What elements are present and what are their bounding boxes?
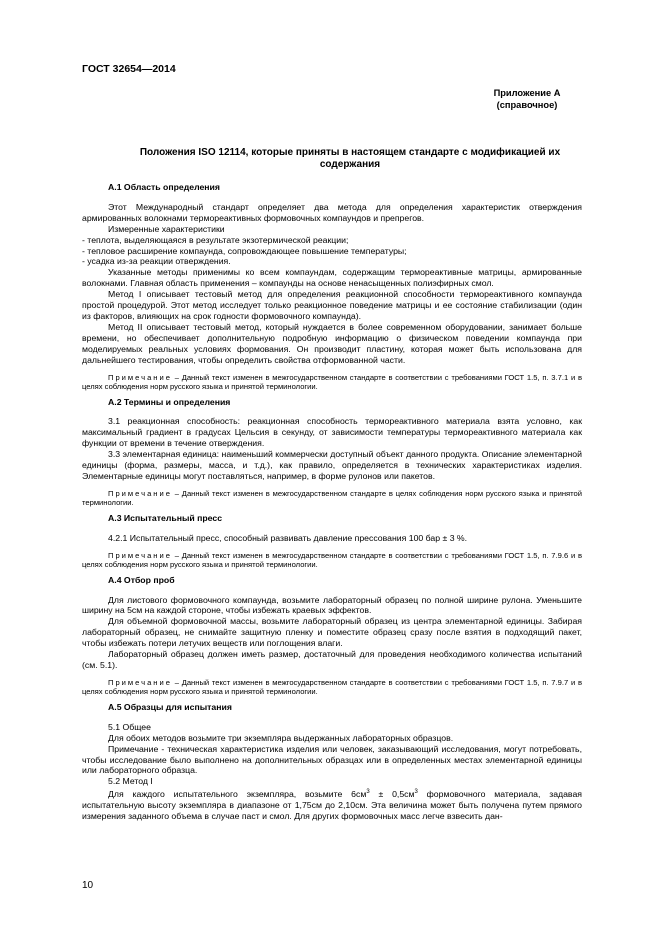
- paragraph: Этот Международный стандарт определяет два метода для определения характеристик отверждения армированных волокнами термореактивных формовочных компаундов и препрегов.: [82, 201, 582, 223]
- paragraph: Для обоих методов возьмите три экземпляра выдержанных лабораторных образцов.: [108, 732, 454, 743]
- paragraph: Для объемной формовочной массы, возьмите лабораторный образец из центра элементарной единицы. Забирая лабораторный образец, не снимайте защитную пленку и поместите образец сразу после взятия в подходящий пакет, чтобы избежать потери летучих веществ или поглощения влаги.: [82, 616, 582, 649]
- paragraph: Измеренные характеристики: [108, 223, 225, 234]
- text-run: ± 0,5см: [369, 789, 415, 800]
- note-label: Примечание: [108, 550, 172, 560]
- section-heading-a4: А.4 Отбор проб: [108, 574, 175, 585]
- section-heading-a2: А.2 Термины и определения: [108, 396, 231, 407]
- appendix-label: [82, 88, 582, 111]
- note-label: Примечание: [108, 677, 172, 687]
- section-heading-a3: А.3 Испытательный пресс: [108, 512, 223, 523]
- paragraph: Для листового формовочного компаунда, возьмите лабораторный образец по полной ширине рулона. Уменьшите ширину на 5см на каждой стороне, чтобы избежать краевых эффектов.: [82, 594, 582, 616]
- appendix-title: Приложение А: [493, 88, 561, 98]
- note: [82, 551, 582, 570]
- paragraph: [82, 787, 582, 822]
- appendix-heading: Положения ISO 12114, которые приняты в настоящем стандарте с модификацией их содержания: [139, 147, 561, 170]
- text-run: формовочного материала, задавая испытательную высоту экземпляра в диапазоне от 1,75см до 2,10см. Эта величина может быть получена путем прямого измерения заданного объема в случае паст и смол. Для других формовочных масс легче взвесить дан-: [82, 789, 582, 821]
- note-text: – Данный текст изменен в межгосударственном стандарте в соответствии с требованиями ГОСТ 1.5, п. 3.7.1 и в целях соблюдения норм русского языка и принятой терминологии.: [82, 372, 582, 391]
- section-heading-a1: А.1 Область определения: [108, 182, 220, 192]
- document-header: ГОСТ 32654—2014: [82, 63, 176, 75]
- paragraph: 5.1 Общее: [108, 721, 151, 732]
- list-item: - тепловое расширение компаунда, сопровождающее повышение температуры;: [82, 245, 407, 256]
- document-body: [82, 182, 582, 822]
- note-label: Примечание: [108, 372, 172, 382]
- note: [82, 373, 582, 392]
- paragraph: Указанные методы применимы ко всем компаундам, содержащим термореактивные матрицы, армированные волокнами. Главная область применения – компаунды на основе ненасыщенных полиэфирных смол.: [82, 267, 582, 289]
- note-text: – Данный текст изменен в межгосударственном стандарте в соответствии с требованиями ГОСТ 1.5, п. 7.9.7 и в целях соблюдения норм русского языка и принятой терминологии.: [82, 677, 582, 697]
- note-text: – Данный текст изменен в межгосударственном стандарте в соответствии с требованиями ГОСТ 1.5, п. 7.9.6 и в целях соблюдения норм русского языка и принятой терминологии.: [82, 550, 582, 570]
- note: [82, 489, 582, 508]
- superscript: 3: [366, 789, 370, 796]
- list-item: - теплота, выделяющаяся в результате экзотермической реакции;: [82, 234, 349, 245]
- section-heading-a5: А.5 Образцы для испытания: [108, 701, 232, 712]
- note-text: – Данный текст изменен в межгосударственном стандарте в целях соблюдения норм русского языка и принятой терминологии.: [82, 488, 582, 508]
- paragraph: 5.2 Метод I: [108, 776, 153, 787]
- text-run: Для каждого испытательного экземпляра, возьмите 6см: [108, 789, 367, 800]
- note-label: Примечание: [108, 488, 172, 498]
- note: [82, 678, 582, 697]
- paragraph: Примечание - техническая характеристика изделия или человек, заказывающий исследования, могут потребовать, чтобы исследование было выполнено на дополнительных образцах или в определенных местах элементарной единицы или лабораторного образца.: [82, 743, 582, 776]
- page-number: 10: [82, 880, 94, 891]
- superscript: 3: [414, 789, 418, 796]
- appendix-type: (справочное): [496, 99, 558, 110]
- paragraph: Метод I описывает тестовый метод для определения реакционной способности термореактивного компаунда простой процедурой. Этот метод исследует только реакционное поведение матрицы и ее состояние стабилизации (один из факторов, влияющих на срок годности формовочного компаунда).: [82, 289, 582, 321]
- paragraph: Лабораторный образец должен иметь размер, достаточный для проведения необходимого количества испытаний (см. 5.1).: [82, 649, 582, 670]
- paragraph: Метод II описывает тестовый метод, который нуждается в более современном оборудовании, занимает больше времени, но обеспечивает дополнительную подробную информацию о физическом поведении компаунда при моделируемых реальных условиях формования. Он производит пластину, которая может быть использована для дальнейшего тестирования, чтобы определить свойства отформованной части.: [82, 321, 582, 365]
- list-item: - усадка из-за реакции отверждения.: [82, 256, 231, 267]
- paragraph: 3.1 реакционная способность: реакционная способность термореактивного материала взята условно, как максимальный градиент в градусах Цельсия в секунду, от зависимости температуры термореактивного материала как функции от времени в течение отверждения.: [82, 416, 582, 449]
- paragraph: 3.3 элементарная единица: наименьший коммерчески доступный объект данного продукта. Описание элементарной единицы (форма, размеры, масса, и т.д.), как правило, определяется в технических характеристиках изделия. Элементарные единицы могут поставляться, например, в форме рулонов или пакетов.: [82, 449, 582, 481]
- paragraph: 4.2.1 Испытательный пресс, способный развивать давление прессования 100 бар ± 3 %.: [108, 532, 468, 543]
